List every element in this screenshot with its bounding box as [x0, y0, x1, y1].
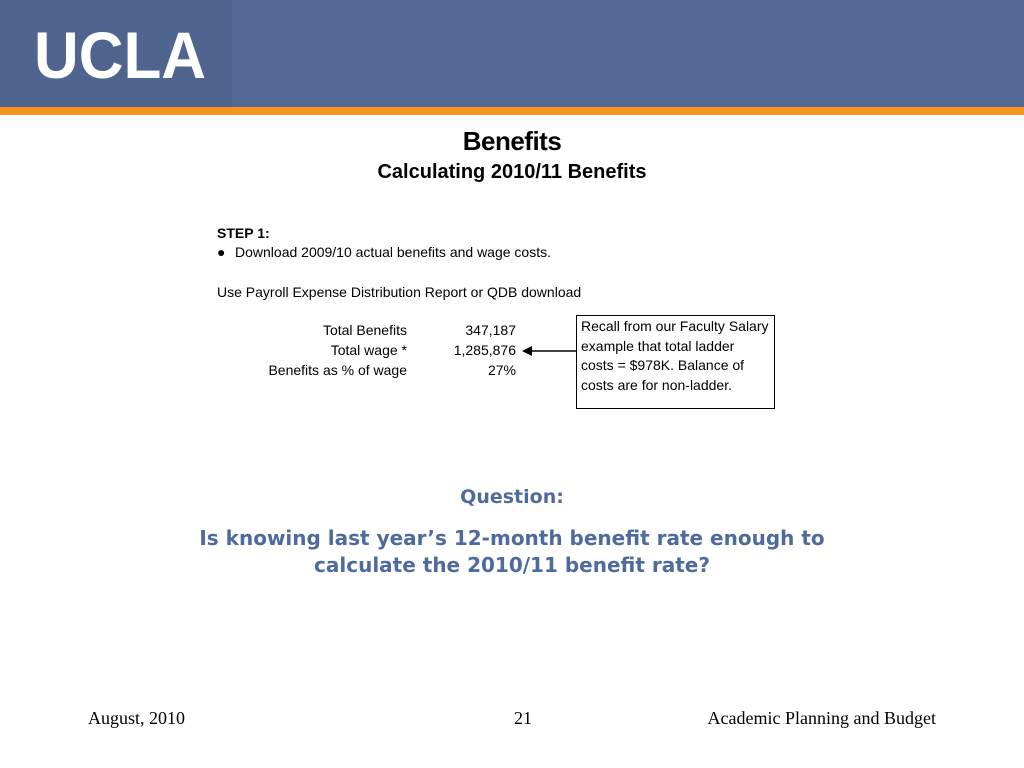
- row-label: Total Benefits: [322, 322, 407, 338]
- question-label: Question:: [460, 486, 564, 508]
- question-text: Is knowing last year’s 12-month benefit rate enough to calculate the 2010/11 benefit rate?: [199, 526, 825, 577]
- instruction-text: Use Payroll Expense Distribution Report or QDB download: [217, 284, 582, 300]
- footer-date: August, 2010: [88, 708, 186, 728]
- row-value: 347,187: [465, 322, 516, 338]
- data-row-total-benefits: [200, 320, 530, 340]
- row-value: 27%: [487, 362, 516, 378]
- ucla-logo: [34, 24, 214, 84]
- footer-page-number: 21: [514, 708, 532, 728]
- data-row-benefits-percent: [200, 360, 530, 380]
- svg-text:UCLA: UCLA: [34, 24, 206, 84]
- footer-department: Academic Planning and Budget: [707, 708, 936, 728]
- bullet-icon: ●: [217, 244, 226, 260]
- bullet-item: [217, 243, 551, 261]
- bullet-text: Download 2009/10 actual benefits and wage costs.: [235, 244, 551, 260]
- row-label: Total wage *: [330, 342, 407, 358]
- slide-subtitle: Calculating 2010/11 Benefits: [377, 161, 647, 183]
- step-label: STEP 1:: [217, 225, 270, 241]
- row-value: 1,285,876: [453, 342, 516, 358]
- data-row-total-wage: [200, 340, 530, 360]
- slide-title: Benefits: [462, 126, 562, 156]
- callout-box: Recall from our Faculty Salary example that total ladder costs = $978K. Balance of costs are for non-ladder.: [576, 315, 775, 409]
- header-bar: [0, 0, 1024, 107]
- arrow-left-icon: [520, 344, 576, 358]
- row-label: Benefits as % of wage: [268, 362, 407, 378]
- accent-bar: [0, 107, 1024, 115]
